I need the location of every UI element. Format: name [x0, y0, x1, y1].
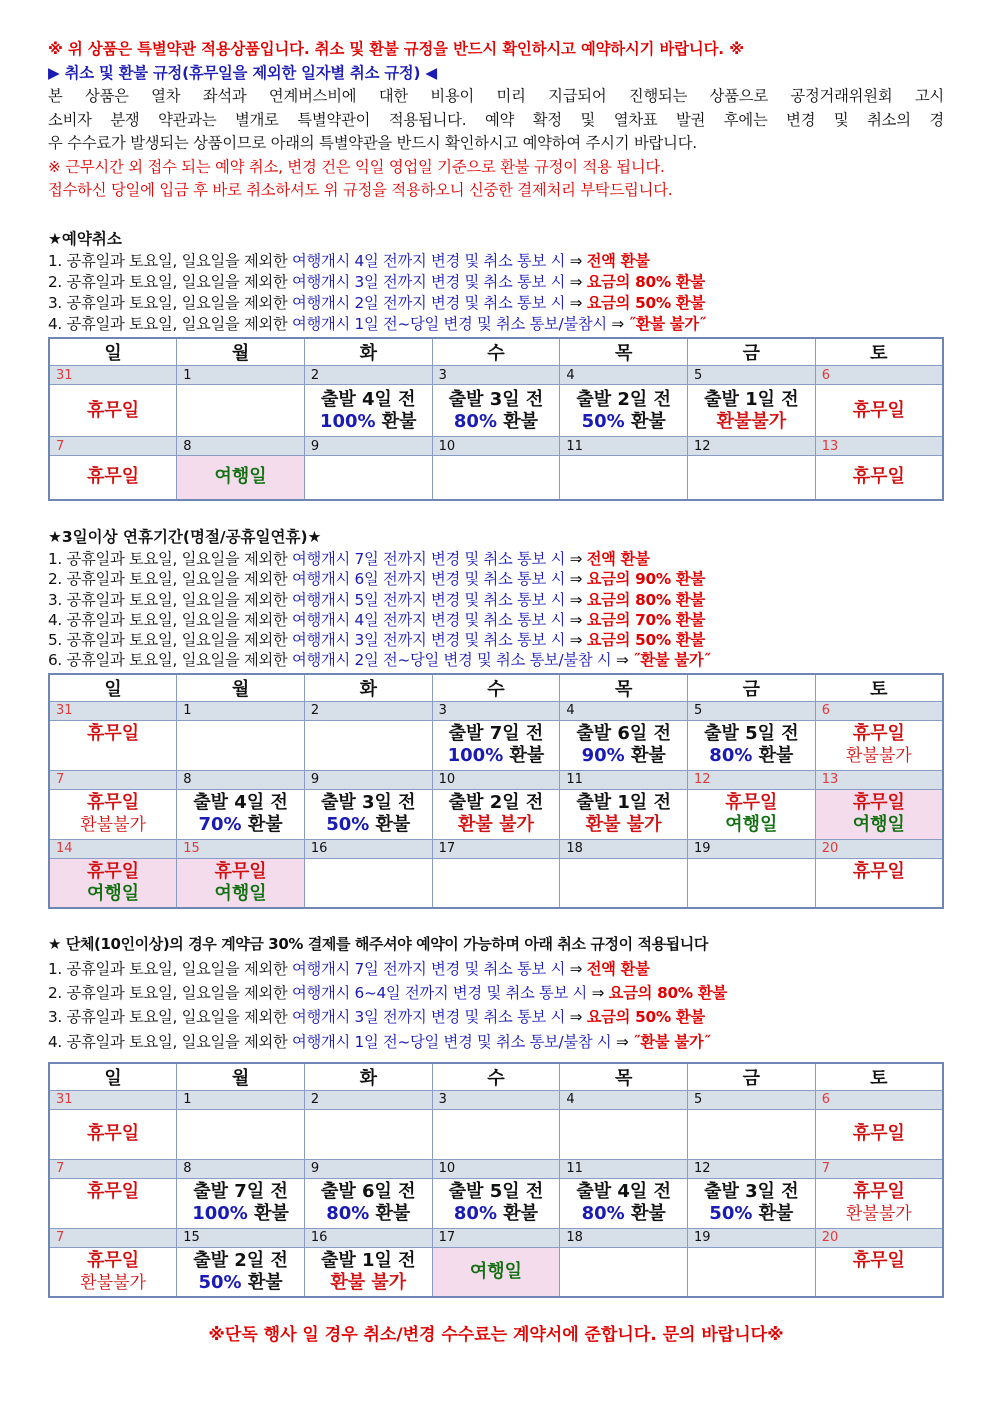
- day-cell-holiday: 휴무일: [49, 1109, 177, 1159]
- weekday-sat: 토: [815, 338, 943, 366]
- day-cell-refund: 출발 3일 전 50% 환불: [688, 1178, 816, 1228]
- arrow-icon: ⇒: [569, 273, 587, 291]
- day-cell-refund: 출발 7일 전 100% 환불: [432, 720, 560, 770]
- arrow-icon: ⇒: [591, 983, 609, 1002]
- arrow-icon: ⇒: [569, 570, 587, 589]
- rule-item: [48, 293, 944, 314]
- day-cell-holiday: 휴무일: [815, 385, 943, 437]
- rule-item: 3. 공휴일과 토요일, 일요일을 제외한 여행개시 5일 전까지 변경 및 취소 통보 시 ⇒ 요금의 80% 환불: [48, 590, 705, 609]
- day-cell-empty: [560, 456, 688, 500]
- arrow-icon: ⇒: [569, 959, 587, 978]
- date-number: 12: [688, 437, 816, 456]
- rule-prefix: 3. 공휴일과 토요일, 일요일을 제외한: [48, 294, 293, 312]
- date-number: 4: [560, 366, 688, 385]
- notice-paragraph-1: 본 상품은 열차 좌석과 연계버스비에 대한 비용이 미리 지급되어 진행되는 상품으로 공정거래위원회 고시: [48, 87, 944, 105]
- notice-red-1: ※ 근무시간 외 접수 되는 예약 취소, 변경 건은 익일 영업일 기준으로 환불 규정이 적용 됩니다.: [48, 157, 665, 176]
- rule-condition: 여행개시 4일 전까지 변경 및 취소 통보 시: [292, 252, 570, 270]
- footer-notice: ※단독 행사 일 경우 취소/변경 수수료는 계약서에 준합니다. 문의 바랍니다※: [208, 1325, 784, 1346]
- arrow-icon: ⇒: [615, 1032, 634, 1051]
- day-cell-empty: [304, 720, 432, 770]
- arrow-icon: ⇒: [569, 610, 587, 629]
- notice-headline: ※ 위 상품은 특별약관 적용상품입니다. 취소 및 환불 규정을 반드시 확인하시고 예약하시기 바랍니다. ※: [48, 40, 744, 58]
- weekday-header: 일 월 화 수 목 금 토: [49, 674, 943, 702]
- day-cell-empty: [304, 456, 432, 500]
- date-number-row: 31 1 2 3 4 5 6: [49, 1090, 943, 1109]
- arrow-icon: ⇒: [569, 1007, 587, 1026]
- rule-prefix: 4. 공휴일과 토요일, 일요일을 제외한: [48, 315, 293, 333]
- rule-result: ˝환불 불가˝: [628, 315, 707, 333]
- day-cell-holiday-travel: 휴무일 여행일: [815, 789, 943, 839]
- section2-rules: [48, 549, 944, 671]
- rule-prefix: 2. 공휴일과 토요일, 일요일을 제외한: [48, 273, 293, 291]
- date-number: 1: [177, 366, 305, 385]
- section-title-group: ★ 단체(10인이상)의 경우 계약금 30% 결제를 해주셔야 예약이 가능하며 아래 취소 규정이 적용됩니다: [48, 935, 708, 954]
- arrow-icon: ⇒: [569, 550, 587, 568]
- day-cell-holiday-travel: 휴무일 여행일: [688, 789, 816, 839]
- weekday-header: 일 월 화 수 목 금 토: [49, 1063, 943, 1091]
- calendar-week: [49, 1178, 943, 1228]
- calendar-week: [49, 858, 943, 908]
- arrow-icon: ⇒: [611, 315, 629, 333]
- calendar-week: [49, 1109, 943, 1159]
- day-cell-holiday: 휴무일: [49, 456, 177, 500]
- weekday-sun: 일: [49, 338, 177, 366]
- day-cell-empty: [304, 858, 432, 908]
- date-number-row: 14 15 16 17 18 19 20: [49, 839, 943, 858]
- calendar-week: [49, 385, 943, 437]
- day-cell-refund: 출발 1일 전 환불 불가: [304, 1247, 432, 1297]
- section-title-long-holiday: ★3일이상 연휴기간(명절/공휴일연휴)★: [48, 527, 322, 546]
- date-number: 11: [560, 437, 688, 456]
- day-cell-empty: [688, 456, 816, 500]
- weekday-fri: 금: [688, 338, 816, 366]
- day-cell-empty: [560, 1109, 688, 1159]
- arrow-icon: ⇒: [615, 651, 634, 670]
- day-cell-refund: 출발 3일 전 80% 환불: [432, 385, 560, 437]
- rule-prefix: 1. 공휴일과 토요일, 일요일을 제외한: [48, 252, 293, 270]
- date-number-row: [49, 437, 943, 456]
- rule-item: 3. 공휴일과 토요일, 일요일을 제외한 여행개시 3일 전까지 변경 및 취소 통보 시 ⇒ 요금의 50% 환불: [48, 1007, 705, 1026]
- day-cell-empty: [432, 858, 560, 908]
- date-number: 13: [815, 437, 943, 456]
- rule-condition: 여행개시 3일 전까지 변경 및 취소 통보 시: [292, 273, 570, 291]
- rule-condition: 여행개시 1일 전~당일 변경 및 취소 통보/불참시: [292, 315, 612, 333]
- date-number-row: [49, 366, 943, 385]
- notice-paragraph-2: 소비자 분쟁 약관과는 별개로 특별약관이 적용됩니다. 예약 확정 및 열차표 발권 후에는 변경 및 취소의 경: [48, 110, 944, 129]
- weekday-thu: 목: [560, 338, 688, 366]
- arrow-icon: ⇒: [569, 252, 587, 270]
- weekday-header: [49, 338, 943, 366]
- day-cell-refund: 출발 1일 전 환불 불가: [560, 789, 688, 839]
- date-number-row: 31 1 2 3 4 5 6: [49, 701, 943, 720]
- section3-rules: [48, 957, 944, 1055]
- rule-item: 1. 공휴일과 토요일, 일요일을 제외한 여행개시 7일 전까지 변경 및 취소 통보 시 ⇒ 전액 환불: [48, 959, 650, 978]
- day-cell-refund: 출발 2일 전 환불 불가: [432, 789, 560, 839]
- rule-item: 6. 공휴일과 토요일, 일요일을 제외한 여행개시 2일 전~당일 변경 및 취소 통보/불참 시 ⇒ ˝환불 불가˝: [48, 651, 711, 670]
- day-cell-empty: [560, 858, 688, 908]
- day-cell-holiday-travel: 휴무일 여행일: [49, 858, 177, 908]
- day-cell-refund: 출발 2일 전 50% 환불: [177, 1247, 305, 1297]
- section1-rules: [48, 251, 944, 335]
- day-cell-empty: [688, 1109, 816, 1159]
- arrow-icon: ⇒: [569, 590, 587, 609]
- calendar-long-holiday: [48, 673, 944, 910]
- day-cell-refund: 출발 4일 전 100% 환불: [304, 385, 432, 437]
- day-cell-empty: [177, 720, 305, 770]
- day-cell-empty: [560, 1247, 688, 1297]
- date-number-row: 7 15 16 17 18 19 20: [49, 1228, 943, 1247]
- notice-red-2: 접수하신 당일에 입금 후 바로 취소하셔도 위 규정을 적용하오니 신중한 결제처리 부탁드립니다.: [48, 181, 673, 199]
- weekday-wed: 수: [432, 338, 560, 366]
- date-number: 6: [815, 366, 943, 385]
- day-cell-refund: 출발 3일 전 50% 환불: [304, 789, 432, 839]
- date-number: 3: [432, 366, 560, 385]
- day-cell-refund: 출발 5일 전 80% 환불: [432, 1178, 560, 1228]
- rule-item: 4. 공휴일과 토요일, 일요일을 제외한 여행개시 4일 전까지 변경 및 취소 통보 시 ⇒ 요금의 70% 환불: [48, 610, 705, 629]
- day-cell-empty: [432, 456, 560, 500]
- rule-condition: 여행개시 2일 전까지 변경 및 취소 통보 시: [292, 294, 570, 312]
- calendar-group: [48, 1062, 944, 1299]
- rule-result: 전액 환불: [586, 252, 650, 270]
- day-cell-refund: 출발 1일 전 환불불가: [688, 385, 816, 437]
- arrow-icon: ⇒: [569, 294, 587, 312]
- day-cell-holiday: 휴무일: [815, 456, 943, 500]
- day-cell-refund: 출발 4일 전 80% 환불: [560, 1178, 688, 1228]
- rule-item: [48, 251, 944, 272]
- day-cell-travel: 여행일: [177, 456, 305, 500]
- day-cell-holiday: 휴무일: [49, 720, 177, 770]
- weekday-mon: 월: [177, 338, 305, 366]
- rule-item: 1. 공휴일과 토요일, 일요일을 제외한 여행개시 7일 전까지 변경 및 취소 통보 시 ⇒ 전액 환불: [48, 550, 650, 568]
- day-cell-empty: [432, 1109, 560, 1159]
- weekday-tue: 화: [304, 338, 432, 366]
- day-cell-refund: 출발 6일 전 80% 환불: [304, 1178, 432, 1228]
- day-cell-holiday: 휴무일 환불불가: [815, 1178, 943, 1228]
- day-cell-holiday: 휴무일 환불불가: [815, 720, 943, 770]
- rule-item: 4. 공휴일과 토요일, 일요일을 제외한 여행개시 1일 전~당일 변경 및 취소 통보/불참 시 ⇒ ˝환불 불가˝: [48, 1032, 711, 1051]
- date-number: 10: [432, 437, 560, 456]
- date-number-row: 7 8 9 10 11 12 13: [49, 770, 943, 789]
- day-cell-empty: [177, 1109, 305, 1159]
- day-cell-holiday: 휴무일: [815, 1247, 943, 1297]
- day-cell-holiday: 휴무일 환불불가: [49, 1247, 177, 1297]
- rule-item: [48, 272, 944, 293]
- notice-paragraph-3: 우 수수료가 발생되는 상품이므로 아래의 특별약관을 반드시 확인하시고 예약하여 주시기 바랍니다.: [48, 134, 697, 152]
- day-cell-refund: 출발 4일 전 70% 환불: [177, 789, 305, 839]
- day-cell-refund: 출발 2일 전 50% 환불: [560, 385, 688, 437]
- day-cell-empty: [177, 385, 305, 437]
- rule-item: 5. 공휴일과 토요일, 일요일을 제외한 여행개시 3일 전까지 변경 및 취소 통보 시 ⇒ 요금의 50% 환불: [48, 631, 705, 650]
- date-number: 2: [304, 366, 432, 385]
- calendar-week: [49, 720, 943, 770]
- day-cell-empty: [688, 1247, 816, 1297]
- day-cell-holiday-travel: 휴무일 여행일: [177, 858, 305, 908]
- refund-policy-document: [48, 38, 944, 1345]
- rule-item: 2. 공휴일과 토요일, 일요일을 제외한 여행개시 6~4일 전까지 변경 및 취소 통보 시 ⇒ 요금의 80% 환불: [48, 983, 727, 1002]
- day-cell-holiday: 휴무일: [815, 1109, 943, 1159]
- calendar-week: [49, 456, 943, 500]
- date-number: 31: [49, 366, 177, 385]
- date-number: 7: [49, 437, 177, 456]
- date-number-row: 7 8 9 10 11 12 7: [49, 1159, 943, 1178]
- day-cell-holiday: 휴무일: [49, 385, 177, 437]
- rule-item: [48, 314, 944, 335]
- day-cell-refund: 출발 7일 전 100% 환불: [177, 1178, 305, 1228]
- calendar-reservation-cancel: [48, 337, 944, 501]
- day-cell-refund: 출발 5일 전 80% 환불: [688, 720, 816, 770]
- day-cell-holiday: 휴무일: [49, 1178, 177, 1228]
- rule-item: 2. 공휴일과 토요일, 일요일을 제외한 여행개시 6일 전까지 변경 및 취소 통보 시 ⇒ 요금의 90% 환불: [48, 570, 705, 589]
- notice-subheadline: ▶ 취소 및 환불 규정(휴무일을 제외한 일자별 취소 규정) ◀: [48, 63, 437, 82]
- day-cell-travel: 여행일: [432, 1247, 560, 1297]
- date-number: 9: [304, 437, 432, 456]
- calendar-week: [49, 789, 943, 839]
- day-cell-holiday: 휴무일: [815, 858, 943, 908]
- day-cell-empty: [688, 858, 816, 908]
- calendar-week: [49, 1247, 943, 1297]
- day-cell-holiday: 휴무일 환불불가: [49, 789, 177, 839]
- date-number: 8: [177, 437, 305, 456]
- day-cell-refund: 출발 6일 전 90% 환불: [560, 720, 688, 770]
- arrow-icon: ⇒: [569, 631, 587, 650]
- day-cell-empty: [304, 1109, 432, 1159]
- section-title-reservation-cancel: ★예약취소: [48, 229, 122, 248]
- date-number: 5: [688, 366, 816, 385]
- rule-result: 요금의 80% 환불: [586, 273, 705, 291]
- rule-result: 요금의 50% 환불: [586, 294, 705, 312]
